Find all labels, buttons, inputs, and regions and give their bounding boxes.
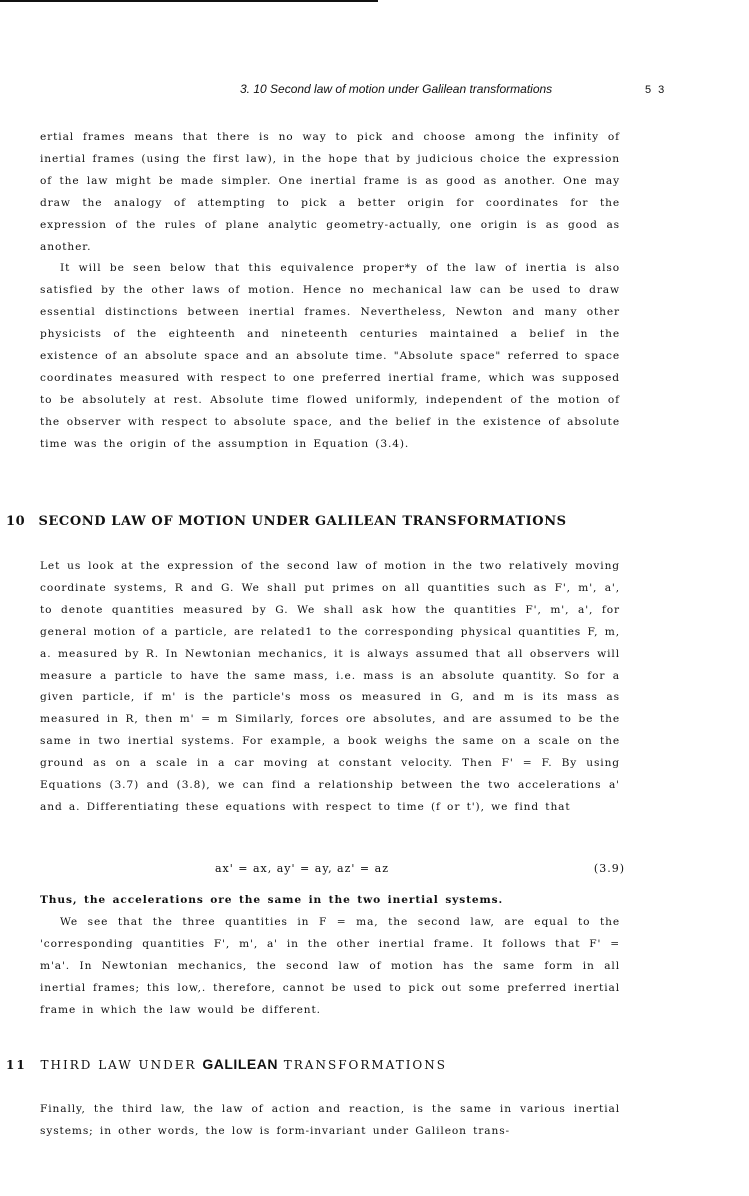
- section-11-body: [40, 1099, 620, 1143]
- prev-section-text: [40, 127, 620, 456]
- equation-body: ax' = ax, ay' = ay, az' = az: [215, 862, 390, 875]
- equation-label: (3.9): [593, 862, 625, 875]
- section-10-body-continued: [40, 890, 620, 1021]
- equation-3-9: [215, 862, 625, 875]
- paragraph: Let us look at the expression of the second law of motion in the two relatively moving coordinate systems, R and G. We shall put primes on all quantities such as F', m', a', to denote quantities measured by G. We shall ask how the quantities F', m', a', for general motion of a particle, are related1 to the corresponding physical quantities F, m, a. measured by R. In Newtonian mechanics, it is always assumed that all observers will measure a particle to have the same mass, i.e. mass is an absolute quantity. So for a given particle, if m' is the particle's moss os measured in G, and m is its mass as measured in R, then m' = m Similarly, forces ore absolutes, and are assumed to be the same in two inertial systems. For example, a book weighs the same on a scale on the ground as on a scale in a car moving at constant velocity. Then F' = F. By using Equations (3.7) and (3.8), we can find a relationship between the two accelerations a' and a. Differentiating these equations with respect to time (f or t'), we find that: [40, 560, 620, 813]
- section-title-prefix: THIRD LAW UNDER: [40, 1058, 197, 1072]
- section-10-heading: [6, 514, 567, 529]
- section-title: SECOND LAW OF MOTION UNDER GALILEAN TRANSFORMATIONS: [38, 514, 567, 529]
- paragraph: We see that the three quantities in F = ma, the second law, are equal to the 'corresponding quantities F', m', a' in the other inertial frame. It follows that F' = m'a'. In Newtonian mechanics, the second law of motion has the same form in all inertial frames; this low,. therefore, cannot be used to pick out some preferred inertial frame in which the law would be different.: [40, 915, 620, 1016]
- paragraph: It will be seen below that this equivalence proper*y of the law of inertia is also satisfied by the other laws of motion. Hence no mechanical law can be used to draw essential distinctions between inertial frames. Nevertheless, Newton and many other physicists of the eighteenth and nineteenth centuries maintained a belief in the existence of an absolute space and an absolute time. "Absolute space" referred to space coordinates measured with respect to one preferred inertial frame, which was supposed to be absolutely at rest. Absolute time flowed uniformly, independent of the motion of the observer with respect to absolute space, and the belief in the existence of absolute time was the origin of the assumption in Equation (3.4).: [40, 262, 620, 450]
- section-number: 11: [6, 1058, 27, 1072]
- paragraph: Finally, the third law, the law of action and reaction, is the same in various inertial systems; in other words, the low is form-invariant under Galileon trans-: [40, 1103, 620, 1137]
- section-number: 10: [6, 514, 26, 529]
- page-number: 5 3: [645, 84, 667, 96]
- paragraph: ertial frames means that there is no way to pick and choose among the infinity of inertial frames (using the first law), in the hope that by judicious choice the expression of the law might be made simpler. One inertial frame is as good as another. One may draw the analogy of attempting to pick a better origin for coordinates for the expression of the rules of plane analytic geometry-actually, one origin is as good as another.: [40, 131, 620, 253]
- section-10-body: [40, 556, 620, 819]
- top-rule: [0, 0, 378, 2]
- section-11-heading: [6, 1056, 447, 1072]
- paragraph: Thus, the accelerations ore the same in the two inertial systems.: [40, 894, 504, 906]
- running-head: 3. 10 Second law of motion under Galilean transformations: [240, 82, 553, 96]
- section-title-bold: GALILEAN: [202, 1056, 278, 1072]
- section-title-suffix: TRANSFORMATIONS: [283, 1058, 447, 1072]
